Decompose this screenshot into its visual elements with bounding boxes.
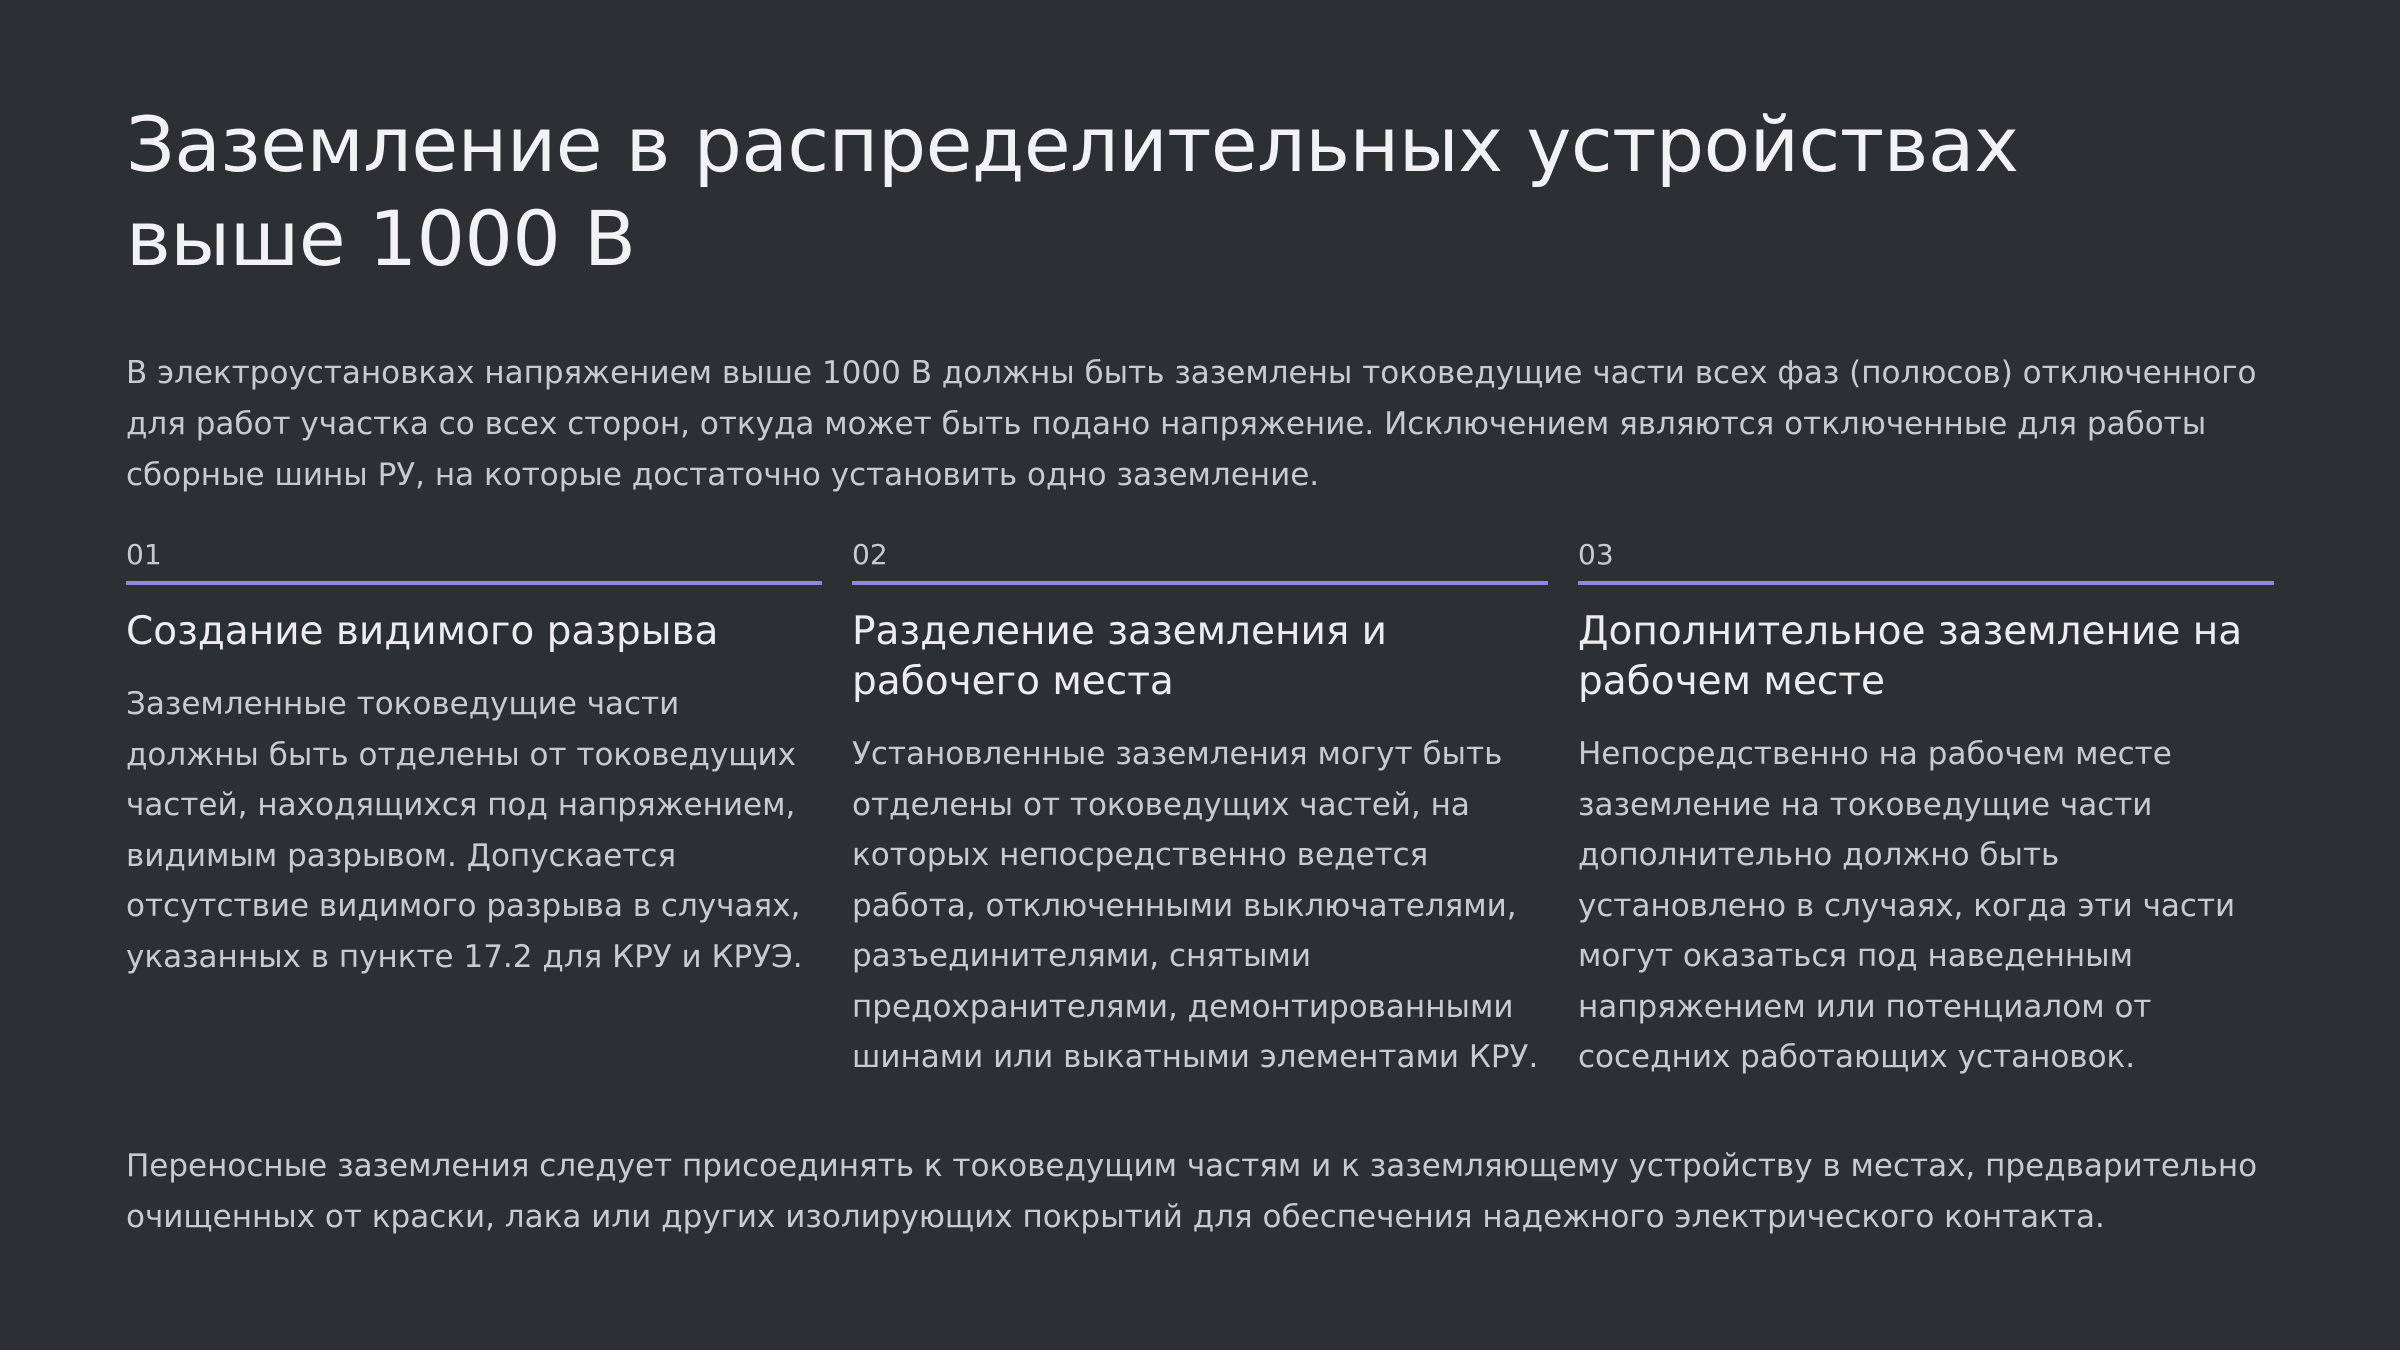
card-number: 02 [852, 539, 1548, 585]
card-text: Непосредственно на рабочем месте заземление на токоведущие части дополнительно должно быть установлено в случаях, когда эти части могут оказаться под наведенным напряжением или потенциалом от соседних работающих установок. [1578, 736, 2236, 1075]
card-title: Создание видимого разрыва [126, 609, 719, 654]
card-1 [126, 539, 822, 1083]
card-text: Заземленные токоведущие части должны быть отделены от токоведущих частей, находящихся под напряжением, видимым разрывом. Допускается отсутствие видимого разрыва в случаях, указанных в пункте 17.2 для КРУ и КРУЭ. [126, 686, 803, 975]
card-number: 03 [1578, 539, 2274, 585]
slide-title: Заземление в распределительных устройствах выше 1000 В [126, 100, 2019, 283]
card-text: Установленные заземления могут быть отделены от токоведущих частей, на которых непосредственно ведется работа, отключенными выключателями, разъединителями, снятыми предохранителями, демонтированными шинами или выкатными элементами КРУ. [852, 736, 1539, 1075]
outro-paragraph: Переносные заземления следует присоединять к токоведущим частям и к заземляющему устройству в местах, предварительно очищенных от краски, лака или других изолирующих покрытий для обеспечения надежного электрического контакта. [126, 1147, 2258, 1235]
card-2 [852, 539, 1548, 1083]
intro-paragraph: В электроустановках напряжением выше 1000 В должны быть заземлены токоведущие части всех фаз (полюсов) отключенного для работ участка со всех сторон, откуда может быть подано напряжение. Исключением являются отключенные для работы сборные шины РУ, на которые достаточно установить одно заземление. [126, 355, 2257, 493]
card-title: Разделение заземления и рабочего места [852, 609, 1388, 704]
card-title: Дополнительное заземление на рабочем месте [1578, 609, 2243, 704]
card-number: 01 [126, 539, 822, 585]
cards-row [126, 539, 2274, 1083]
card-3 [1578, 539, 2274, 1083]
